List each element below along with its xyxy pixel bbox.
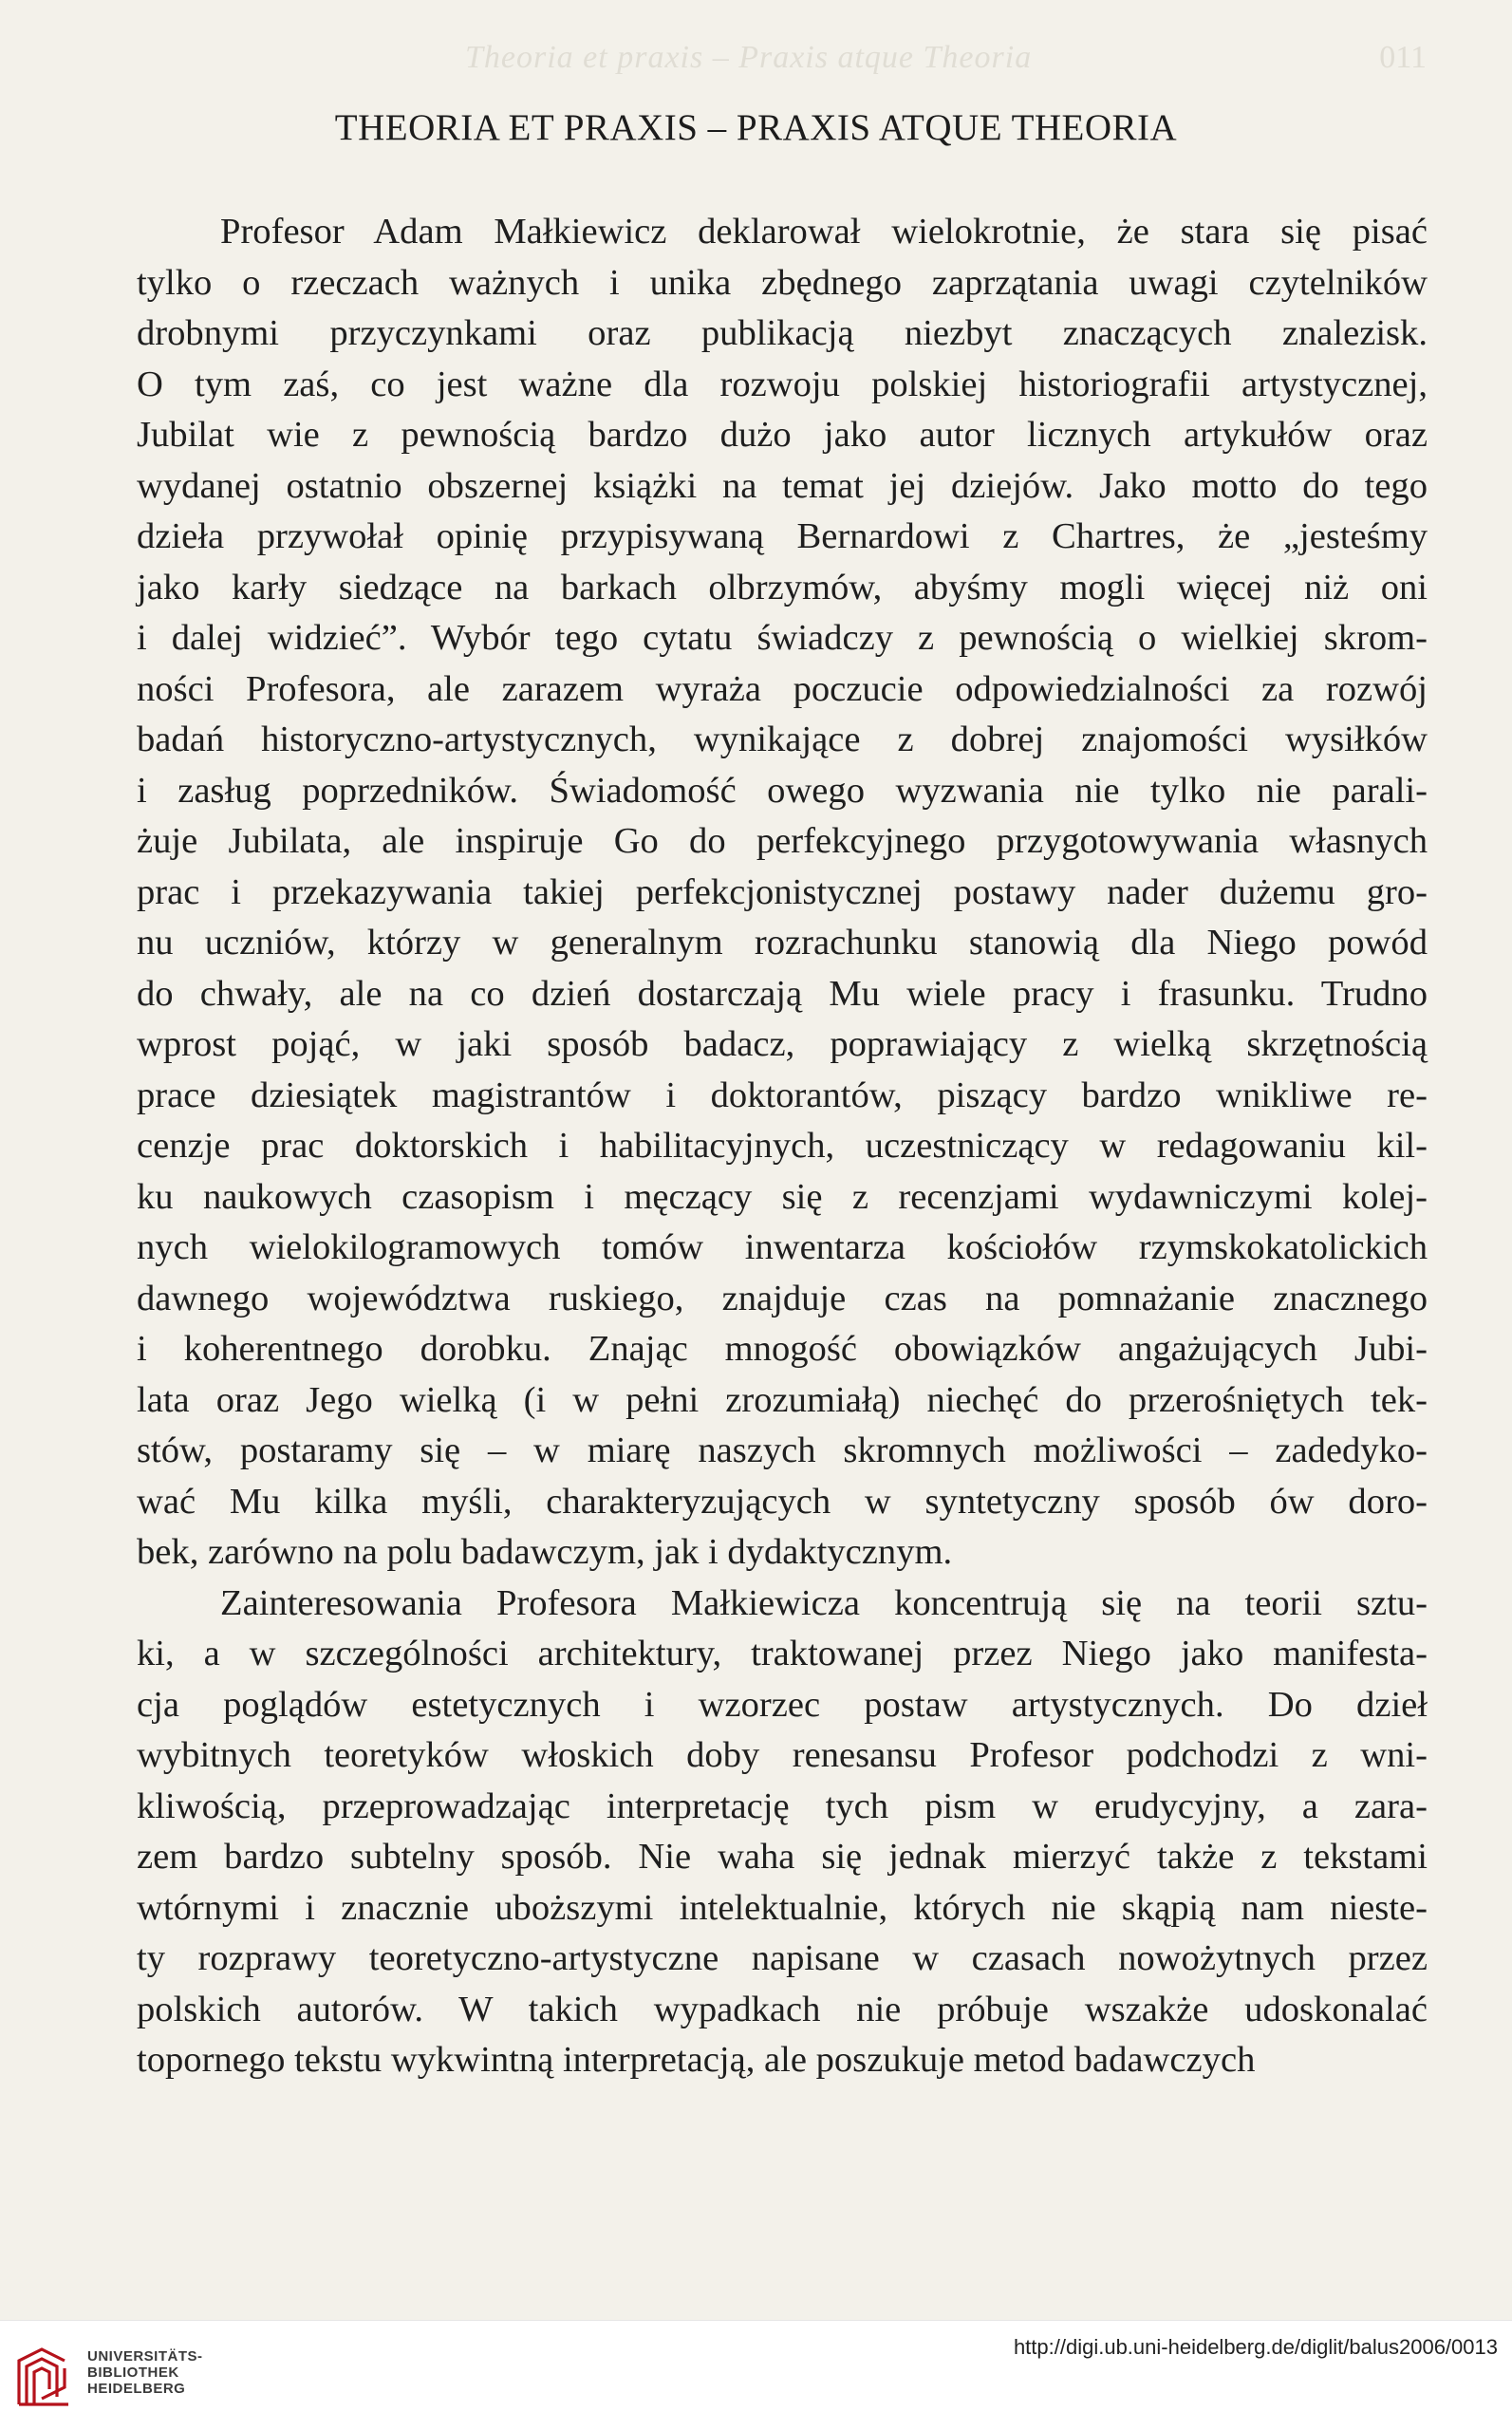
text-line: ności Profesora, ale zarazem wyraża poczucie odpowiedzialności za rozwój — [137, 668, 1428, 709]
text-line: i koherentnego dorobku. Znając mnogość obowiązków angażujących Jubi- — [137, 1329, 1428, 1369]
text-line: nych wielokilogramowych tomów inwentarza kościołów rzymskokatolickich — [137, 1227, 1428, 1267]
text-line: dzieła przywołał opinię przypisywaną Bernardowi z Chartres, że „jesteśmy — [137, 516, 1428, 556]
text-line: wybitnych teoretyków włoskich doby renesansu Profesor podchodzi z wni- — [137, 1735, 1428, 1775]
text-line: ku naukowych czasopism i męczący się z recenzjami wydawniczymi kolej- — [137, 1176, 1428, 1217]
text-line: Profesor Adam Małkiewicz deklarował wielokrotnie, że stara się pisać — [220, 212, 1428, 252]
text-line: wać Mu kilka myśli, charakteryzujących w syntetyczny sposób ów doro- — [137, 1481, 1428, 1522]
text-line: polskich autorów. W takich wypadkach nie próbuje wszakże udoskonalać — [137, 1989, 1428, 2029]
library-name-line: BIBLIOTHEK — [87, 2365, 179, 2381]
library-name-line: HEIDELBERG — [87, 2381, 186, 2397]
text-line: drobnymi przyczynkami oraz publikacją niezbyt znaczących znalezisk. — [137, 313, 1428, 353]
text-line: nu uczniów, którzy w generalnym rozrachunku stanowią dla Niego powód — [137, 923, 1428, 963]
ub-heidelberg-logo-icon[interactable] — [9, 2342, 76, 2410]
text-line: jako karły siedzące na barkach olbrzymów, abyśmy mogli więcej niż oni — [137, 567, 1428, 608]
text-line: bek, zarówno na polu badawczym, jak i dydaktycznym. — [137, 1532, 953, 1572]
text-line: cenzje prac doktorskich i habilitacyjnych, uczestniczący w redagowaniu kil- — [137, 1126, 1428, 1166]
text-line: i dalej widzieć”. Wybór tego cytatu świadczy z pewnością o wielkiej skrom- — [137, 618, 1428, 658]
text-line: tylko o rzeczach ważnych i unika zbędnego zaprzątania uwagi czytelników — [137, 262, 1428, 303]
paragraph-2 — [137, 1579, 1428, 2086]
text-line: wydanej ostatnio obszernej książki na temat jej dziejów. Jako motto do tego — [137, 465, 1428, 506]
text-line: żuje Jubilata, ale inspiruje Go do perfekcyjnego przygotowywania własnych — [137, 821, 1428, 861]
text-line: lata oraz Jego wielką (i w pełni zrozumiałą) niechęć do przerośniętych tek- — [137, 1379, 1428, 1420]
text-line: dawnego województwa ruskiego, znajduje czas na pomnażanie znacznego — [137, 1278, 1428, 1318]
text-line: prace dziesiątek magistrantów i doktorantów, piszący bardzo wnikliwe re- — [137, 1075, 1428, 1115]
paragraph-1 — [137, 207, 1428, 1579]
text-line: kliwością, przeprowadzając interpretację tych pism w erudycyjny, a zara- — [137, 1785, 1428, 1826]
text-line: O tym zaś, co jest ważne dla rozwoju polskiej historiografii artystycznej, — [137, 364, 1428, 404]
bleed-through-running-header: Theoria et praxis – Praxis atque Theoria — [465, 40, 1033, 75]
digitization-footer — [0, 2320, 1512, 2430]
text-line: badań historyczno-artystycznych, wynikające z dobrej znajomości wysiłków — [137, 720, 1428, 759]
text-line: i zasług poprzedników. Świadomość owego wyzwania nie tylko nie parali- — [137, 770, 1428, 811]
text-line: zem bardzo subtelny sposób. Nie waha się jednak mierzyć także z tekstami — [137, 1837, 1428, 1877]
page-heading: THEORIA ET PRAXIS – PRAXIS ATQUE THEORIA — [334, 107, 1178, 148]
text-line: wprost pojąć, w jaki sposób badacz, poprawiający z wielką skrzętnością — [137, 1024, 1428, 1064]
text-line: do chwały, ale na co dzień dostarczają Mu wiele pracy i frasunku. Trudno — [137, 973, 1428, 1014]
text-line: wtórnymi i znacznie uboższymi intelektualnie, których nie skąpią nam niestе- — [137, 1887, 1428, 1928]
text-line: Zainteresowania Profesora Małkiewicza koncentrują się na teorii sztu- — [220, 1582, 1428, 1623]
source-url-link[interactable]: http://digi.ub.uni-heidelberg.de/diglit/balus2006/0013 — [1013, 2335, 1498, 2359]
text-line: Jubilat wie z pewnością bardzo dużo jako autor licznych artykułów oraz — [137, 415, 1428, 455]
text-line: ty rozprawy teoretyczno-artystyczne napisane w czasach nowożytnych przez — [137, 1938, 1428, 1978]
library-name-line: UNIVERSITÄTS- — [87, 2348, 203, 2365]
body-text — [137, 207, 1428, 2086]
text-line: ki, a w szczególności architektury, traktowanej przez Niego jako manifesta- — [137, 1634, 1428, 1673]
text-line: cja poglądów estetycznych i wzorzec postaw artystycznych. Do dzieł — [137, 1684, 1428, 1725]
text-line: topornego tekstu wykwintną interpretacją, ale poszukuje metod badawczych — [137, 2040, 1256, 2080]
text-line: prac i przekazywania takiej perfekcjonistycznej postawy nader dużemu gro- — [137, 871, 1428, 912]
bleed-through-page-number: 011 — [1379, 40, 1427, 75]
text-line: stów, postaramy się – w miarę naszych skromnych możliwości – zadedyko- — [137, 1430, 1428, 1470]
library-name — [87, 2348, 203, 2397]
